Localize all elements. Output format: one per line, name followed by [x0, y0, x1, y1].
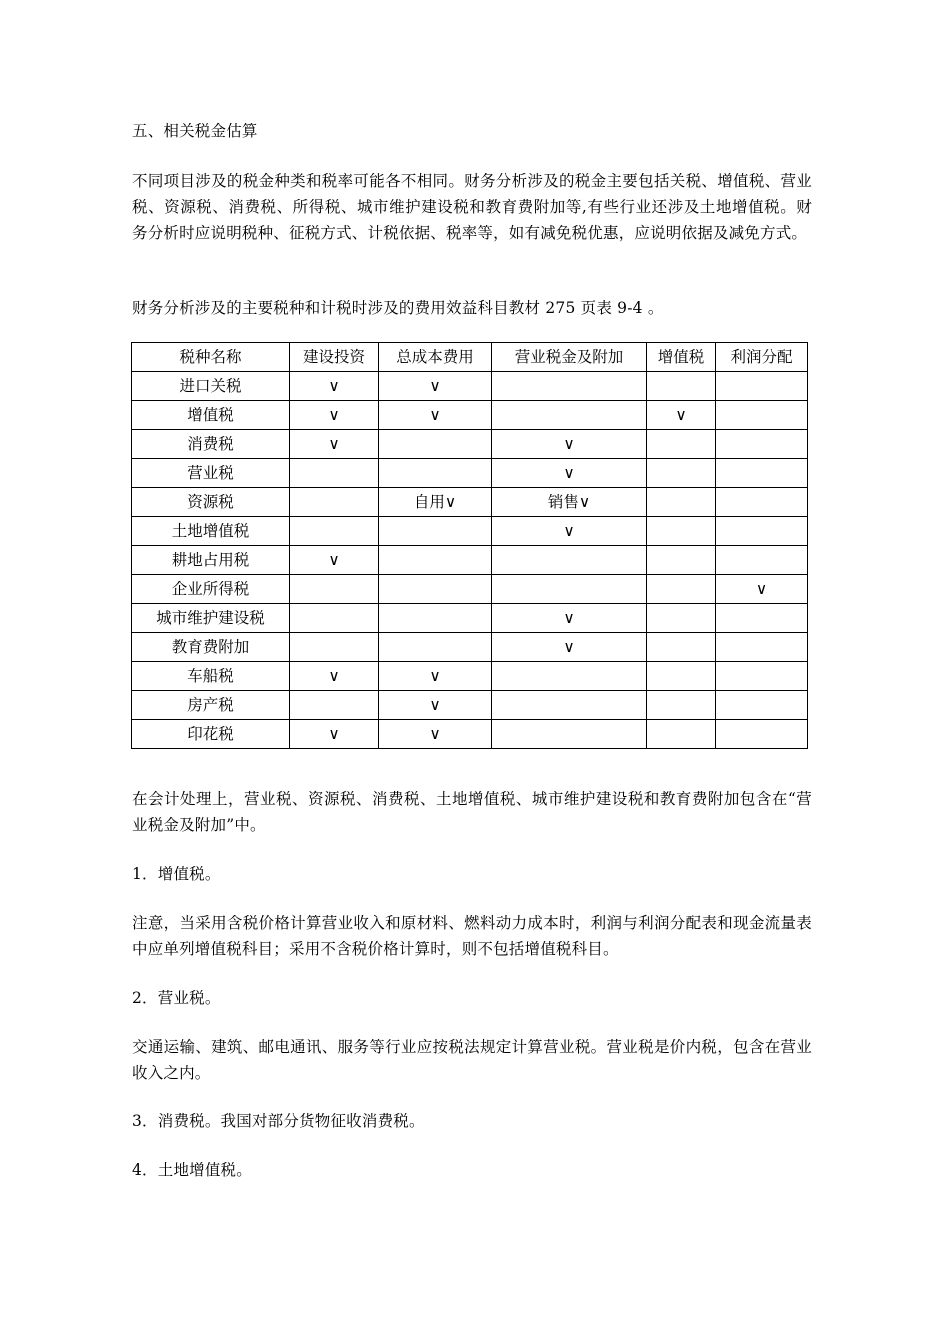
table-cell: ∨: [492, 459, 647, 488]
table-row: [132, 430, 808, 459]
tax-name-cell: 资源税: [132, 488, 290, 517]
item2-heading: 2．营业税。: [132, 989, 221, 1007]
table-row: [132, 372, 808, 401]
table-cell: [647, 604, 716, 633]
table-header-cell: 营业税金及附加: [492, 343, 647, 372]
table-cell: [492, 575, 647, 604]
table-cell: [379, 517, 492, 546]
table-cell: [647, 691, 716, 720]
table-cell: [716, 401, 808, 430]
tax-name-cell: 增值税: [132, 401, 290, 430]
table-header-cell: 总成本费用: [379, 343, 492, 372]
table-row: [132, 575, 808, 604]
table-cell: [647, 372, 716, 401]
table-cell: ∨: [492, 430, 647, 459]
tax-name-cell: 土地增值税: [132, 517, 290, 546]
table-cell: [492, 662, 647, 691]
table-cell: [647, 459, 716, 488]
table-cell: [492, 720, 647, 749]
item1-note: 注意，当采用含税价格计算营业收入和原材料、燃料动力成本时，利润与利润分配表和现金流量表中应单列增值税科目；采用不含税价格计算时，则不包括增值税科目。: [132, 914, 812, 958]
table-header-cell: 增值税: [647, 343, 716, 372]
table-row: [132, 401, 808, 430]
table-cell: [290, 633, 379, 662]
table-row: [132, 691, 808, 720]
table-cell: [716, 459, 808, 488]
table-cell: ∨: [379, 401, 492, 430]
table-row: [132, 604, 808, 633]
table-cell: [716, 691, 808, 720]
accounting-paragraph: 在会计处理上，营业税、资源税、消费税、土地增值税、城市维护建设税和教育费附加包含在“营业税金及附加”中。: [132, 790, 812, 834]
table-cell: [647, 517, 716, 546]
intro-paragraph: 不同项目涉及的税金种类和税率可能各不相同。财务分析涉及的税金主要包括关税、增值税、营业税、资源税、消费税、所得税、城市维护建设税和教育费附加等,有些行业还涉及土地增值税。财务分析时应说明税种、征税方式、计税依据、税率等，如有减免税优惠，应说明依据及减免方式。: [132, 172, 812, 242]
table-cell: [290, 575, 379, 604]
table-cell: [492, 691, 647, 720]
table-body: [132, 372, 808, 749]
table-cell: [379, 546, 492, 575]
tax-table: [131, 342, 808, 749]
table-cell: [290, 604, 379, 633]
table-cell: [716, 517, 808, 546]
table-cell: [716, 430, 808, 459]
table-cell: ∨: [379, 691, 492, 720]
table-cell: ∨: [290, 662, 379, 691]
table-cell: [716, 488, 808, 517]
table-cell: ∨: [379, 662, 492, 691]
table-cell: ∨: [379, 372, 492, 401]
table-row: [132, 488, 808, 517]
table-cell: ∨: [290, 430, 379, 459]
tax-name-cell: 城市维护建设税: [132, 604, 290, 633]
section-heading: 五、相关税金估算: [132, 122, 258, 140]
table-cell: [716, 720, 808, 749]
table-cell: [492, 372, 647, 401]
table-reference: 财务分析涉及的主要税种和计税时涉及的费用效益科目教材 275 页表 9-4 。: [132, 299, 664, 317]
item2-text: 交通运输、建筑、邮电通讯、服务等行业应按税法规定计算营业税。营业税是价内税，包含在营业收入之内。: [132, 1038, 812, 1082]
tax-name-cell: 印花税: [132, 720, 290, 749]
table-header-cell: 建设投资: [290, 343, 379, 372]
table-cell: [290, 517, 379, 546]
table-cell: ∨: [290, 546, 379, 575]
table-cell: [647, 720, 716, 749]
table-cell: [647, 488, 716, 517]
table-header-cell: 利润分配: [716, 343, 808, 372]
table-cell: [716, 604, 808, 633]
item3-text: 3．消费税。我国对部分货物征收消费税。: [132, 1112, 425, 1130]
table-cell: [379, 459, 492, 488]
tax-name-cell: 房产税: [132, 691, 290, 720]
item1-heading: 1．增值税。: [132, 865, 221, 883]
table-row: [132, 517, 808, 546]
table-cell: ∨: [647, 401, 716, 430]
table-cell: [379, 575, 492, 604]
table-cell: 自用∨: [379, 488, 492, 517]
table-cell: [716, 662, 808, 691]
table-row: [132, 633, 808, 662]
table-cell: [647, 575, 716, 604]
table-cell: [290, 488, 379, 517]
table-cell: [647, 633, 716, 662]
table-cell: ∨: [716, 575, 808, 604]
table-cell: [716, 546, 808, 575]
table-cell: ∨: [290, 720, 379, 749]
table-cell: [492, 401, 647, 430]
table-cell: ∨: [290, 401, 379, 430]
table-row: [132, 720, 808, 749]
table-row: [132, 662, 808, 691]
tax-name-cell: 营业税: [132, 459, 290, 488]
table-cell: [379, 604, 492, 633]
table-cell: [647, 430, 716, 459]
table-row: [132, 459, 808, 488]
table-cell: ∨: [290, 372, 379, 401]
tax-name-cell: 进口关税: [132, 372, 290, 401]
tax-name-cell: 教育费附加: [132, 633, 290, 662]
tax-name-cell: 车船税: [132, 662, 290, 691]
table-header-row: [132, 343, 808, 372]
table-cell: ∨: [492, 604, 647, 633]
table-cell: [290, 691, 379, 720]
table-header-cell: 税种名称: [132, 343, 290, 372]
item4-heading: 4．土地增值税。: [132, 1161, 252, 1179]
table-cell: ∨: [492, 633, 647, 662]
table-cell: ∨: [379, 720, 492, 749]
table-cell: [647, 662, 716, 691]
tax-name-cell: 消费税: [132, 430, 290, 459]
table-cell: 销售∨: [492, 488, 647, 517]
table-cell: [492, 546, 647, 575]
table-cell: [290, 459, 379, 488]
table-cell: [716, 372, 808, 401]
table-row: [132, 546, 808, 575]
table-cell: [379, 633, 492, 662]
table-cell: [379, 430, 492, 459]
table-cell: [716, 633, 808, 662]
tax-name-cell: 企业所得税: [132, 575, 290, 604]
table-cell: [647, 546, 716, 575]
tax-name-cell: 耕地占用税: [132, 546, 290, 575]
table-cell: ∨: [492, 517, 647, 546]
